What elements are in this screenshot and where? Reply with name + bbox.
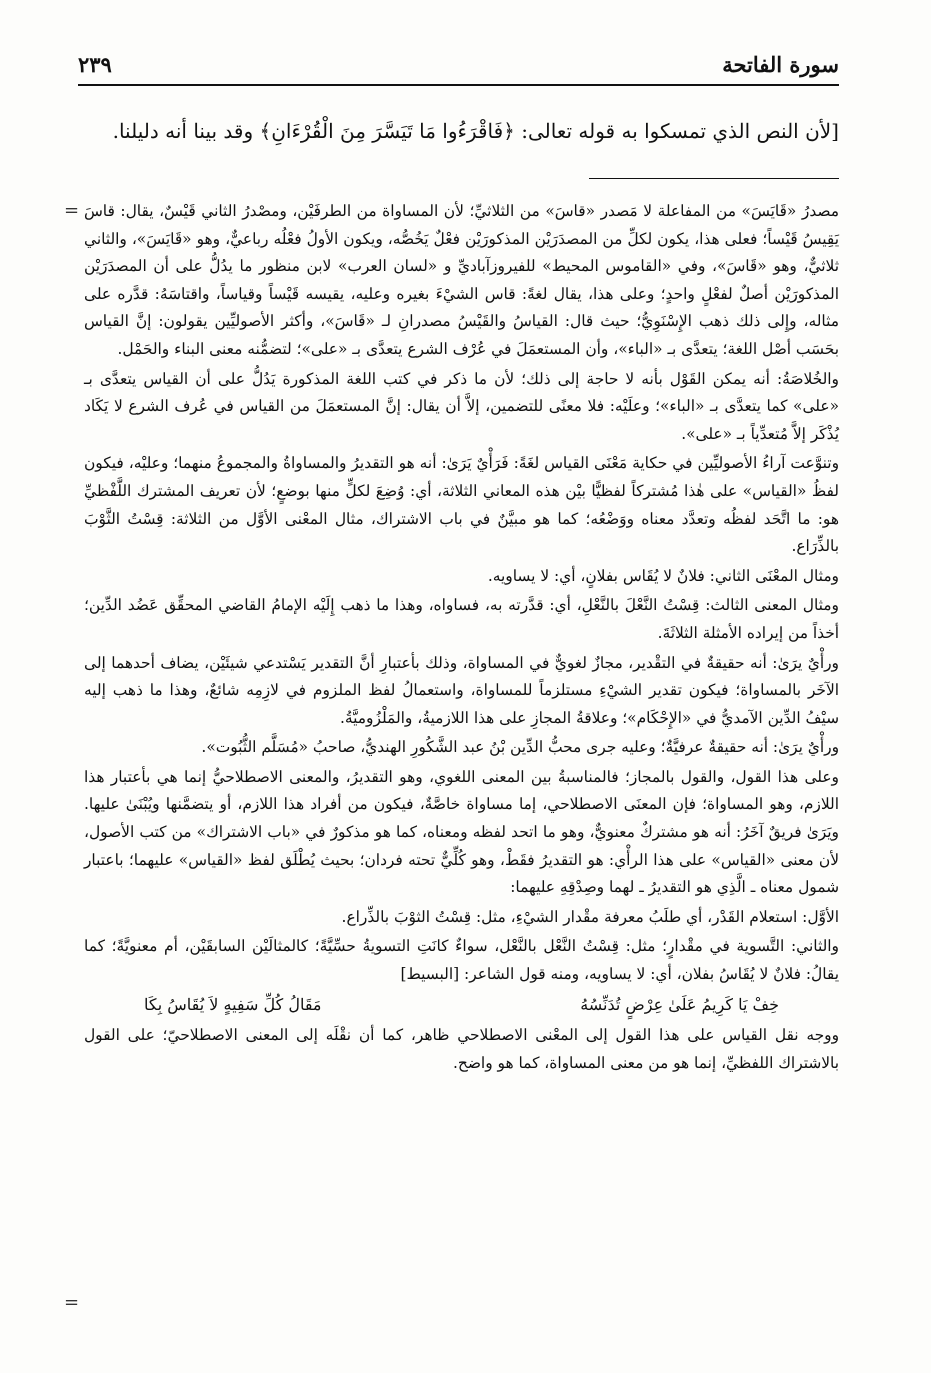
page-header bbox=[78, 50, 839, 86]
verse-first-hemistich: خِفْ يَا كَرِيمُ عَلَىٰ عِرْضٍ تُدَنِّسُهُ bbox=[580, 994, 779, 1014]
footnote-paragraph: وتنوَّعت آراءُ الأصوليِّين في حكاية مَعْنَى القياس لغَةً: فَرَأْيٌ يَرَىٰ: أنه هو التقديرُ والمساواةُ والمجموعُ منهما؛ وعليْه، فيكون لفظُ «القياس» على هٰذا مُشتركاً لفظيًّا بيْن هذه المعاني الثلاثة، أي: وُضِعَ لكلٍّ منها بوضعٍ؛ لأن تعريف المشترك اللَّفْظيِّ هو: ما اتَّحَد لفظُه وتعدَّد معناه ووَضْعُه؛ كما هو مبيَّنٌ في باب الاشتراك، مثال المعْنى الأوَّل من الثلاثة: قِسْتُ الثَّوْبَ بالذِّرَاع. bbox=[84, 454, 839, 556]
footnote-paragraph: والخُلاصَةُ: أنه يمكن القَوْل بأنه لا حاجة إلى ذلك؛ لأن ما ذكر في كتب اللغة المذكورة يَدُلُّ على أن القياس يتعدَّى بـ «على» كما يتعدَّى بـ «الباء»؛ وعلَيْه: فلا معنًى للتضمين، إلاَّ أن يقال: إنَّ المستعمَلَ من القياس في عُرف الشرع لا يَكَاد يُذْكَر إلاَّ مُتعدِّياً بـ «على». bbox=[84, 369, 839, 443]
footnote-paragraph: ومثال المعْنَى الثاني: فلانٌ لا يُقَاس بفلانٍ، أي: لا يساويه. bbox=[487, 566, 839, 585]
footnotes bbox=[84, 198, 839, 1079]
page-number: ٢٣٩ bbox=[78, 52, 112, 77]
verse-second-hemistich: مَقَالُ كُلِّ سَفِيهٍ لاَ يُقَاسُ بِكَا bbox=[144, 994, 322, 1014]
footnote-paragraph: الأوَّل: استعلام القَدْر، أي طلَبُ معرفة مقْدار الشيْءِ، مثل: قِسْتُ الثوْبَ بالذِّراع. bbox=[341, 907, 839, 926]
footnote-paragraph: والثاني: التَّسوية في مقْدارٍ؛ مثل: قِسْتُ النَّعْل بالنَّعْل، سواءٌ كانَتِ التسويةُ حسِّيَّةً؛ كالمثالَيْن السابقَيْن، أم معنويَّةً؛ كما يقالُ: فلانٌ لا يُقَاسُ بفلان، أي: لا يساويه، ومنه قول الشاعر: [البسيط] bbox=[84, 937, 839, 984]
footnote-paragraph: وعلى هذا القول، والقول بالمجاز؛ فالمناسبةُ بين المعنى اللغوي، وهو التقديرُ، والمعنى الاصطلاحيُّ إنما هي بأعتبار هذا اللازم، وهو المساواة؛ فإن المعنَى الاصطلاحي، إما مساواة خاصَّةٌ، فيكون من أفراد هذا اللازم، أو يتضمَّنها ويُبْنَىٰ عليها. ويَرَىٰ فريقٌ آخَرُ: أنه هو مشتركٌ معنويٌّ، وهو ما اتحد لفظه ومعناه، كما هو مذكورٌ في «باب الاشتراك» من كتب الأصول، لأن معنى «القياس» على هذا الرأْي: هو التقديرُ فقَطْ، وهو كُلِّيٌّ تحته فردان؛ بحيث يُطْلَق لفظ «القياس» عليهما؛ باعتبار شمول معناه ـ الَّذِي هو التقديرُ ـ لهما وصِدْقِهِ عليهما: bbox=[84, 767, 839, 897]
footnote-paragraph: ومثال المعنى الثالث: قِسْتُ النَّعْلَ بالنَّعْلِ، أي: قدَّرته به، فساواه، وهذا ما ذهب إِلَيْه الإمامُ القاضي المحقِّق عَضُد الدِّين؛ أخذاً من إيراده الأمثلة الثلاثَةَ. bbox=[84, 596, 839, 642]
footnote-closing: ووجه نقل القياس على هذا القول إلى المعْنى الاصطلاحي ظاهر، كما أن نقْلَه إلى المعنى الاصطلاحيّ؛ على القول بالاشتراك اللفظيِّ، إنما هو من معنى المساواة، كما هو واضح. bbox=[84, 1026, 839, 1072]
footnote-paragraph: ورأْيٌ يرَىٰ: أنه حقيقةٌ عرفيَّةٌ؛ وعليه جرى محبُّ الدِّين بْنُ عبد الشَّكُورِ الهنديُّ، صاحبُ «مُسَلَّم الثُّبُوت». bbox=[201, 738, 839, 757]
footnote-separator bbox=[589, 178, 839, 179]
poetry-verse bbox=[84, 991, 839, 1019]
footnote-paragraph: مصدرُ «قَايَسَ» من المفاعلة لا مَصدر «قاسَ» من الثلاثيِّ؛ لأن المساواة من الطرفَيْن، ومصْدرُ الثاني قَيْسٌ، يقال: قاسَ يَقِيسُ قَيْساً؛ فعلى هذا، يكون لكلِّ من المصدَرَيْن المذكورَيْن فعْلٌ يَخُصُّه، ويكون الأولُ فعْلُه رباعيٌّ، وهو «قَايَسَ»، والثاني ثلاثيٌّ، وهو «قَاسَ»، وفي «القاموس المحيط» للفيروزآباديِّ و «لسان العرب» لابن منظور ما يدُلُّ على أن المصدَرَيْن المذكورَيْن أصلٌ لفعْلٍ واحدٍ؛ وعلى هذا، يقال لغةً: قاس الشيْءَ بغيره وعليه، يقيسه قَيْساً وقياساً، واقتاسَهُ: قدَّره على مثاله، وإِلى ذلك ذهب الإِسْنَوِيُّ؛ حيث قال: القياسُ والقَيْسُ مصدرانِ لـ «قَاسَ»، وأكثر الأصوليِّين يقولون: إنَّ القياس بحَسَب أصْل اللغة؛ يتعدَّى بـ «الباء»، وأن المستعمَلَ في عُرْف الشرع يتعدَّى بـ «على»؛ لتضمُّنه معنى البناء والحَمْل. bbox=[84, 202, 839, 358]
continuation-mark-top: = bbox=[64, 200, 80, 221]
main-text: [لأن النص الذي تمسكوا به قوله تعالى: ﴿فَاقْرَءُوا مَا تَيَسَّرَ مِنَ الْقُرْءَانِ﴾ وقد بينا أنه دليلنا. bbox=[112, 119, 839, 143]
surah-title: سورة الفاتحة bbox=[722, 52, 839, 77]
footnote-paragraph: ورأْيٌ يرَىٰ: أنه حقيقةٌ في التقْدير، مجازٌ لغويٌّ في المساواة، وذلك بأعتبارِ أنَّ التقدير يَسْتدعي شيئَيْن، يضاف أحدهما إلى الآخَر بالمساواة؛ فيكون تقدير الشيْءِ مستلزماً للمساواة، واستعمالُ لفظ الملزوم في لازِمِه شائعٌ، وهذا ما ذهب إليه سيْفُ الدِّين الآمديُّ في «الإِحْكَام»؛ وعلاقةُ المجازِ على هذا اللازميةُ، والمَلْزُوميَّةُ. bbox=[84, 653, 839, 727]
continuation-mark-bottom: = bbox=[64, 1292, 80, 1313]
